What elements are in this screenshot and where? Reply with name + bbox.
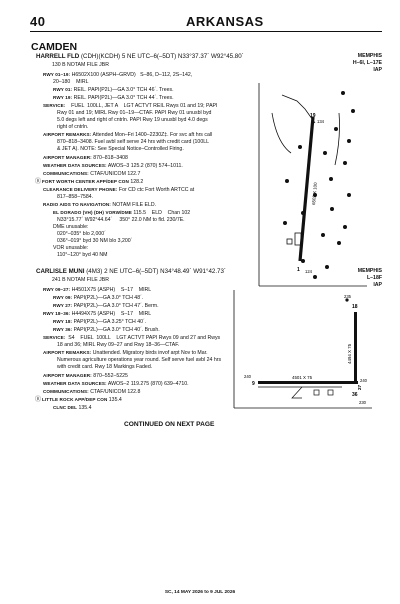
airport1-detail-label: RWY 01: <box>53 87 73 93</box>
airport1-detail-label: AIRPORT MANAGER: <box>43 154 92 160</box>
airport1-detail-line <box>43 131 217 139</box>
airport2-detail-line <box>43 380 221 388</box>
airport2-location: 2 NE UTC–6(–5DT) N34°48.49´ W91°42.73´ <box>104 268 226 275</box>
airport1-chart-info <box>353 53 382 74</box>
airport1-runway-label: 6502 X 100 <box>311 182 318 206</box>
airport2-detail-line <box>43 310 221 318</box>
header-rule <box>30 31 382 32</box>
airport1-detail-line <box>43 162 217 170</box>
airport1-chart-codes: H–6I, L–17E <box>352 60 382 66</box>
airport1-detail-label: WEATHER DATA SOURCES: <box>43 162 107 168</box>
airport2-detail-line <box>43 302 221 310</box>
airport2-detail-label: LITTLE ROCK APP/DEP CON <box>42 396 108 402</box>
city-name: CAMDEN <box>31 41 78 53</box>
airport1-location: 5 NE UTC–6(–5DT) N33°37.37´ W92°45.80´ <box>121 53 244 60</box>
airport2-elev-top: 235 <box>344 294 351 299</box>
airport1-title <box>36 53 244 60</box>
airport1-detail-line <box>43 86 217 94</box>
state-title: ARKANSAS <box>186 14 264 29</box>
airport2-iap: IAP <box>373 282 382 288</box>
airport2-detail-label: RWY 36: <box>53 327 73 333</box>
airport1-diagram <box>257 83 367 293</box>
airport2-detail-line <box>43 326 221 334</box>
airport2-detail-label: RWY 09–27: <box>43 287 71 292</box>
airport1-detail-text: For CD ctc Fort Worth ARTCC at <box>117 186 195 193</box>
airport2-detail-line <box>43 404 221 412</box>
airport1-detail-label: FORT WORTH CENTER APP/DEP CON <box>42 178 129 184</box>
airport2-detail-text: PAPI(P2L)—GA 3.25° TCH 40´. <box>72 319 147 326</box>
airport2-detail-line <box>43 388 221 396</box>
airport1-detail-line <box>43 94 217 102</box>
airport1-detail-line <box>43 186 217 194</box>
airport1-detail-text: 20–180 MIRL <box>53 79 89 86</box>
airport1-detail-text: REIL. PAPI(P2L)—GA 3.0° TCH 46´. Trees. <box>72 87 174 94</box>
airport1-detail-line <box>43 217 217 224</box>
airport1-elev-top: 134 <box>317 119 324 124</box>
airport1-detail-line <box>43 71 217 79</box>
radar-symbol-icon: Ⓡ <box>35 396 42 403</box>
airport2-detail-text: S4 FUEL 100LL LGT ACTVT PAPI Rwys 09 and 27 and Rwys <box>65 335 221 342</box>
airport2-runway-ns <box>354 312 357 384</box>
airport1-iap: IAP <box>373 67 382 73</box>
airport1-detail-line <box>43 110 217 117</box>
airport1-detail-line <box>43 154 217 162</box>
airport2-detail-text: AWOS–2 119.275 (870) 639–4710. <box>106 380 189 387</box>
airport1-detail-line <box>43 209 217 217</box>
airport1-detail-label: COMMUNICATIONS: <box>43 170 89 176</box>
airport2-detail-label: AIRPORT REMARKS: <box>43 350 92 356</box>
airport2-detail-text: PAPI(P2L)—GA 3.0° TCH 40´. Brush. <box>72 327 160 334</box>
airport1-detail-line <box>43 245 217 252</box>
airport2-chart-info <box>358 268 382 289</box>
airport2-runway-end-27: 27 <box>357 384 362 390</box>
airport1-detail-line <box>43 252 217 259</box>
airport1-detail-label: CLEARANCE DELIVERY PHONE: <box>43 186 118 192</box>
radar-symbol-icon: Ⓡ <box>35 178 42 185</box>
airport2-detail-line <box>43 357 221 364</box>
airport1-detail-label: EL DORADO (VH) (DH) VORW/DME <box>53 209 132 215</box>
airport2-runway-ns-label: 4494 X 75 <box>347 343 352 364</box>
airport1-detail-text: REIL. PAPI(P2L)—GA 3.0° TCH 44´. Trees. <box>72 95 174 102</box>
airport2-detail-text: PAPI(P2L)—GA 3.0° TCH 47´. Berm. <box>72 303 159 310</box>
airport2-detail-line <box>43 294 221 302</box>
airport1-ids: (CDH)(KCDH) <box>80 53 121 60</box>
airport1-runway <box>300 117 313 261</box>
airport2-detail-line <box>43 342 221 349</box>
airport1-name: HARRELL FLD <box>36 53 80 60</box>
airport1-detail-text: FUEL 100LL, JET A LGT ACTVT REIL Rwys 01 and 19; PAPI <box>65 103 218 110</box>
airport2-detail-text: 18 and 36; MIRL Rwy 09–27 and Rwy 18–36—CTAF. <box>57 342 180 349</box>
airport1-detail-label: AIRPORT REMARKS: <box>43 132 92 138</box>
airport2-runway-end-18: 18 <box>352 304 358 310</box>
airport1-detail-text: 128.2 <box>128 178 144 185</box>
airport1-detail-line <box>43 102 217 110</box>
airport1-detail-text: 870–818–3408 <box>91 154 128 161</box>
airport1-detail-text: 020°–035° blo 2,000´ <box>57 230 106 237</box>
airport2-detail-line <box>35 396 221 404</box>
airport2-detail-text: Numerous agriculture operations year round. Self serve fuel avbl 24 hrs <box>57 357 222 364</box>
airport2-detail-label: RWY 18: <box>53 319 73 325</box>
airport1-detail-text: NOTAM FILE ELD. <box>110 201 157 208</box>
airport1-detail-line <box>43 79 217 86</box>
airport2-detail-text: 135.4 <box>107 396 122 403</box>
airport1-detail-line <box>43 238 217 245</box>
airport1-detail-text: CTAF/UNICOM 122.7 <box>88 170 141 177</box>
airport2-name: CARLISLE MUNI <box>36 268 85 275</box>
airport1-detail-label: RWY 19: <box>53 95 73 101</box>
airport2-runway-ew <box>258 381 358 384</box>
airport2-title <box>36 268 226 275</box>
airport1-detail-text: Attended Mon–Fri 1400–2230Z‡. For svc aft hrs call <box>91 132 213 139</box>
airport2-detail-line <box>43 334 221 342</box>
airport2-detail-line <box>43 349 221 357</box>
airport2-runway-ew-label: 4501 X 75 <box>292 375 313 380</box>
airport2-detail-label: WEATHER DATA SOURCES: <box>43 380 107 386</box>
continued-note: CONTINUED ON NEXT PAGE <box>124 421 215 428</box>
airport1-detail-line <box>43 124 217 131</box>
airport2-detail-label: RWY 09: <box>53 295 73 301</box>
airport1-detail-line <box>43 224 217 231</box>
airport2-elev-left: 240 <box>244 374 251 379</box>
airport1-detail-label: SERVICE: <box>43 103 66 109</box>
airport2-ids: (4M3) <box>86 268 103 275</box>
airport1-runway-end-bottom: 1 <box>297 267 300 273</box>
airport1-detail-line <box>43 231 217 238</box>
airport2-detail-text: CTAF/UNICOM 122.8 <box>88 388 141 395</box>
airport1-detail-text: 110°–120° byd 40 NM <box>57 252 108 259</box>
airport1-detail-text: DME unusable: <box>53 223 89 230</box>
airport2-sectional: MEMPHIS <box>357 268 382 274</box>
airport2-detail-text: H4494X75 (ASPH) S–17 MIRL <box>70 311 152 318</box>
airport2-detail-label: AIRPORT MANAGER: <box>43 372 92 378</box>
airport1-detail-text: Rwy 01 and 19; MIRL Rwy 01–19—CTAF. PAPI Rwy 01 unusbl byd <box>57 110 212 117</box>
airport1-detail-line <box>43 170 217 178</box>
airport1-detail-line <box>43 139 217 146</box>
airport1-runway-end-top: 19 <box>310 113 316 119</box>
airport1-detail-label: RADIO AIDS TO NAVIGATION: <box>43 201 111 207</box>
airport2-detail-line <box>43 364 221 371</box>
airport1-detail-line <box>43 146 217 153</box>
airport2-detail-label: RWY 27: <box>53 303 73 309</box>
airport1-elev-bottom: 124 <box>305 269 312 274</box>
airport2-detail-label: RWY 18–36: <box>43 311 71 317</box>
airport2-diagram <box>232 290 372 415</box>
airport1-details <box>35 71 218 259</box>
page-number: 40 <box>30 14 46 29</box>
airport1-detail-text: 115.5 ELD Chan 102 <box>131 209 191 216</box>
airport1-detail-text: 870–818–3408. Fuel avbl self serve 24 hrs with credit card (100LL <box>57 139 209 146</box>
airport2-detail-text: 870–552–5225 <box>91 372 128 379</box>
airport1-detail-text: 036°–019° byd 30 NM blo 3,200´ <box>57 238 133 245</box>
airport1-detail-line <box>43 201 217 209</box>
airport1-detail-text: H6502X100 (ASPH–GRVD) S–86, D–112, 2S–142, <box>70 72 193 78</box>
airport1-line2: 130 B NOTAM FILE JBR <box>52 62 109 68</box>
airport2-detail-label: CLNC DEL <box>53 404 78 410</box>
airport1-detail-label: RWY 01–19: <box>43 72 71 77</box>
airport1-detail-text: VOR unusable: <box>53 245 89 252</box>
airport2-line2: 241 B NOTAM FILE JBR <box>52 277 109 283</box>
airport2-elev-bottom: 230 <box>359 400 366 405</box>
airport2-details <box>35 286 222 412</box>
airport2-detail-text: with credit card. Rwy 18 Markings Faded. <box>57 364 153 371</box>
airport1-detail-line <box>35 178 217 186</box>
airport2-detail-text: Unattended. Migratory birds invof arpt Nov to Mar. <box>91 350 208 357</box>
airport1-detail-text: AWOS–3 125.2 (870) 574–1011. <box>106 162 183 169</box>
airport1-sectional: MEMPHIS <box>357 53 382 59</box>
airport2-detail-text: PAPI(P2L)—GA 3.0° TCH 48´. <box>72 295 144 302</box>
airport2-runway-end-36: 36 <box>352 392 358 398</box>
airport1-detail-text: 5.0 degs left and right of cntrln. PAPI Rwy 19 unusbl byd 4.0 degs <box>57 117 208 124</box>
airport1-detail-text: N33°15.77´ W92°44.64´ 350° 22.0 NM to fld. 230/7E. <box>57 216 185 223</box>
airport1-detail-line <box>43 117 217 124</box>
airport1-detail-text: 817–858–7584. <box>57 193 94 200</box>
airport2-chart-codes: L–18F <box>367 275 382 281</box>
airport2-elev-right: 240 <box>360 378 367 383</box>
airport2-detail-line <box>43 372 221 380</box>
airport2-detail-label: SERVICE: <box>43 335 66 341</box>
footer-dates: SC, 14 MAY 2026 to 9 JUL 2026 <box>164 590 236 595</box>
airport2-detail-label: COMMUNICATIONS: <box>43 388 89 394</box>
airport1-detail-text: right of cntrln. <box>57 124 89 131</box>
airport1-detail-line <box>43 194 217 201</box>
airport2-detail-line <box>43 318 221 326</box>
airport2-detail-line <box>43 286 221 294</box>
airport2-detail-text: H4501X75 (ASPH) S–17 MIRL <box>70 287 152 293</box>
airport1-detail-text: & JET A). NOTE: See Special Notice–Controlled Firing. <box>57 146 184 153</box>
airport2-runway-end-9: 9 <box>252 381 255 387</box>
airport2-detail-text: 135.4 <box>77 404 92 411</box>
